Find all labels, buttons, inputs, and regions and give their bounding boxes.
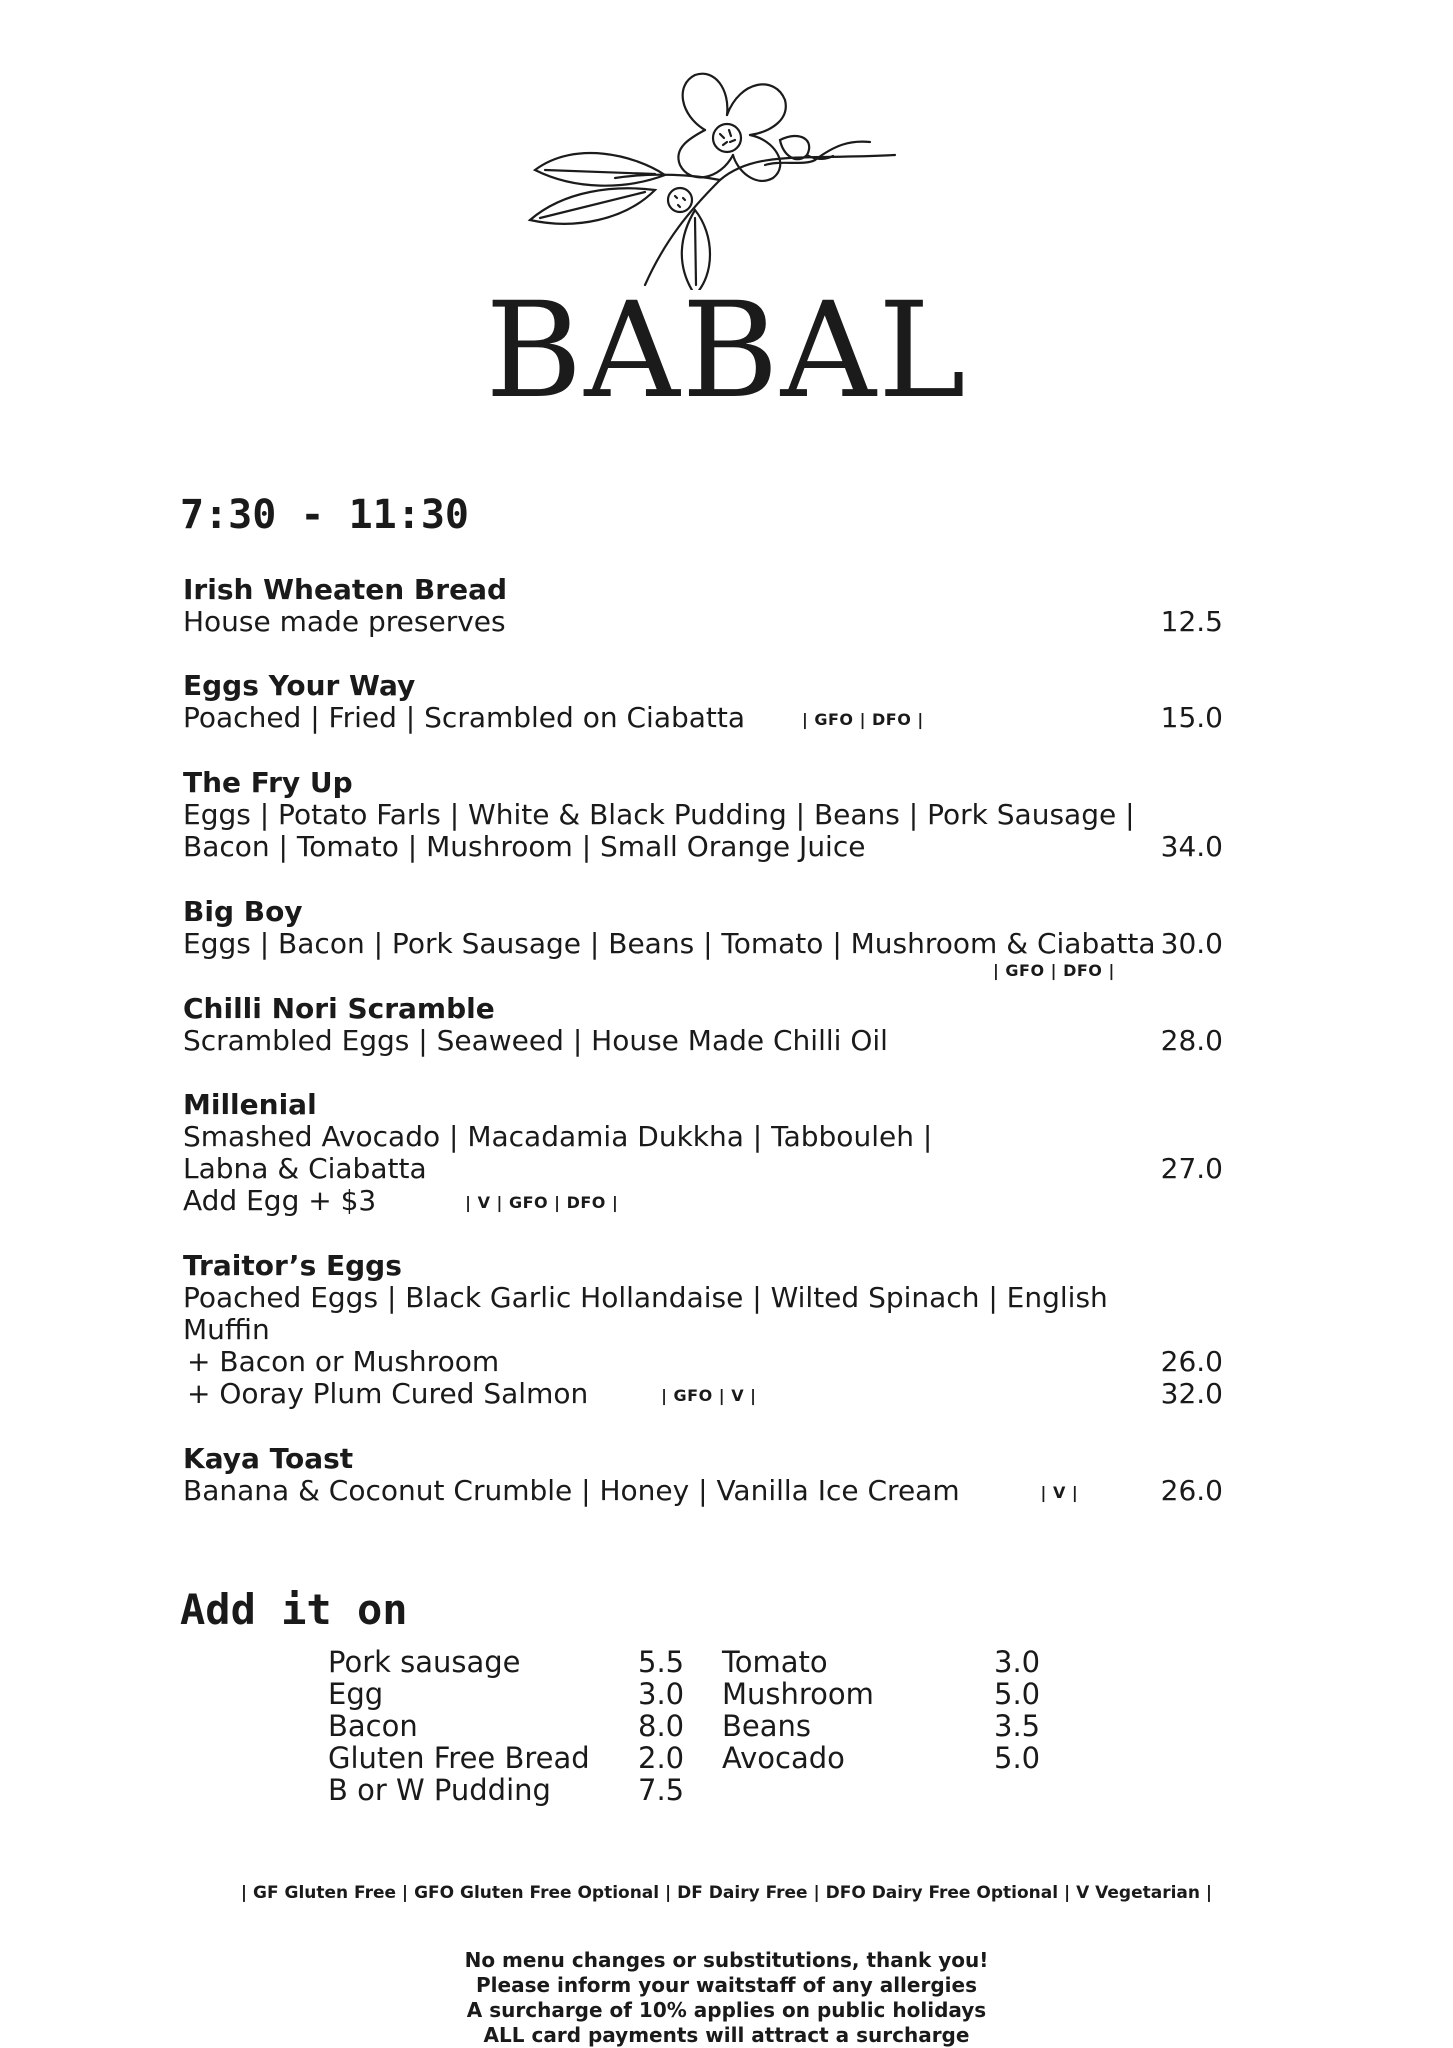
- menu-item-millenial: [183, 1089, 1223, 1219]
- menu-item-kaya-toast: [183, 1443, 1223, 1509]
- dietary-tag: | GFO | DFO |: [801, 710, 924, 729]
- addon-price: 3.5: [994, 1709, 1041, 1743]
- item-title: Big Boy: [183, 895, 303, 928]
- addons-left-names: [328, 1646, 590, 1806]
- item-price: 27.0: [1160, 1152, 1223, 1185]
- item-price: 30.0: [1160, 927, 1223, 960]
- addon-name: B or W Pudding: [328, 1773, 551, 1807]
- addons-right-prices: [994, 1646, 1040, 1774]
- dietary-tag: | GFO | DFO |: [993, 961, 1115, 980]
- item-price: 34.0: [1160, 830, 1223, 863]
- item-price: 12.5: [1160, 605, 1223, 638]
- addon-price: 2.0: [638, 1741, 685, 1775]
- addons-title: Add it on: [180, 1585, 408, 1634]
- item-description: Poached | Fried | Scrambled on Ciabatta | GFO | DFO | 15.0: [183, 701, 1223, 734]
- dietary-tag: | GFO | V |: [661, 1386, 757, 1405]
- addon-price: 5.0: [994, 1741, 1041, 1775]
- addon-name: Avocado: [722, 1741, 845, 1775]
- addon-price: 3.0: [638, 1677, 685, 1711]
- menu-item-irish-wheaten-bread: [183, 574, 1223, 638]
- addon-name: Beans: [722, 1709, 811, 1743]
- flower-logo-icon: [515, 60, 905, 290]
- addon-price: 8.0: [638, 1709, 685, 1743]
- menu-item-big-boy: [183, 896, 1223, 982]
- addon-name: Pork sausage: [328, 1645, 521, 1679]
- note-line: No menu changes or substitutions, thank you!: [464, 1948, 989, 1972]
- item-description: House made preserves 12.5: [183, 605, 1223, 638]
- item-price: 26.0: [1160, 1345, 1223, 1378]
- item-description: Banana & Coconut Crumble | Honey | Vanilla Ice Cream | V | 26.0: [183, 1474, 1223, 1507]
- item-title: The Fry Up: [183, 766, 353, 799]
- item-title: Eggs Your Way: [183, 669, 416, 702]
- item-option: + Ooray Plum Cured Salmon | GFO | V | 32.0: [187, 1377, 1223, 1410]
- item-title: Traitor’s Eggs: [183, 1249, 402, 1282]
- item-description: Bacon | Tomato | Mushroom | Small Orange Juice 34.0: [183, 830, 1223, 863]
- menu-notes: [0, 1948, 1453, 2048]
- item-price: 15.0: [1160, 701, 1223, 734]
- item-title: Chilli Nori Scramble: [183, 992, 495, 1025]
- item-description: Scrambled Eggs | Seaweed | House Made Chilli Oil 28.0: [183, 1024, 1223, 1057]
- addon-price: 5.5: [638, 1645, 685, 1679]
- note-line: A surcharge of 10% applies on public holidays: [466, 1998, 987, 2022]
- item-description: Add Egg + $3 | V | GFO | DFO |: [183, 1184, 619, 1217]
- addons-right-names: [722, 1646, 874, 1774]
- item-title: Irish Wheaten Bread: [183, 573, 508, 606]
- addon-price: 7.5: [638, 1773, 685, 1807]
- item-price: 28.0: [1160, 1024, 1223, 1057]
- addon-name: Mushroom: [722, 1677, 874, 1711]
- addon-name: Tomato: [722, 1645, 828, 1679]
- addon-name: Egg: [328, 1677, 384, 1711]
- item-description: Labna & Ciabatta 27.0: [183, 1152, 1223, 1185]
- brand-title: BABAL: [485, 274, 968, 428]
- note-line: Please inform your waitstaff of any allergies: [476, 1973, 977, 1997]
- menu-item-chilli-nori-scramble: [183, 993, 1223, 1057]
- dietary-legend: | GF Gluten Free | GFO Gluten Free Optional | DF Dairy Free | DFO Dairy Free Optional | V Vegetarian |: [240, 1883, 1213, 1903]
- item-option: + Bacon or Mushroom 26.0: [187, 1345, 1223, 1378]
- addon-name: Gluten Free Bread: [328, 1741, 590, 1775]
- addon-price: 3.0: [994, 1645, 1041, 1679]
- addon-name: Bacon: [328, 1709, 418, 1743]
- menu-item-traitors-eggs: [183, 1250, 1223, 1412]
- item-description: Eggs | Bacon | Pork Sausage | Beans | Tomato | Mushroom & Ciabatta 30.0: [183, 927, 1223, 960]
- item-description: Eggs | Potato Farls | White & Black Pudding | Beans | Pork Sausage |: [183, 798, 1135, 831]
- dietary-tag: | V | GFO | DFO |: [465, 1193, 619, 1212]
- menu-item-eggs-your-way: [183, 670, 1223, 736]
- item-price: 32.0: [1160, 1377, 1223, 1410]
- item-title: Kaya Toast: [183, 1442, 354, 1475]
- dietary-tag: | V |: [1040, 1483, 1079, 1502]
- note-line: ALL card payments will attract a surcharge: [483, 2023, 970, 2047]
- addon-price: 5.0: [994, 1677, 1041, 1711]
- addons-left-prices: [638, 1646, 684, 1806]
- item-description: Poached Eggs | Black Garlic Hollandaise | Wilted Spinach | English: [183, 1281, 1108, 1314]
- item-price: 26.0: [1160, 1474, 1223, 1507]
- menu-item-the-fry-up: [183, 767, 1223, 863]
- item-description: Muffin: [183, 1313, 270, 1346]
- service-hours: 7:30 - 11:30: [180, 492, 469, 538]
- item-description: Smashed Avocado | Macadamia Dukkha | Tabbouleh |: [183, 1120, 933, 1153]
- item-title: Millenial: [183, 1088, 317, 1121]
